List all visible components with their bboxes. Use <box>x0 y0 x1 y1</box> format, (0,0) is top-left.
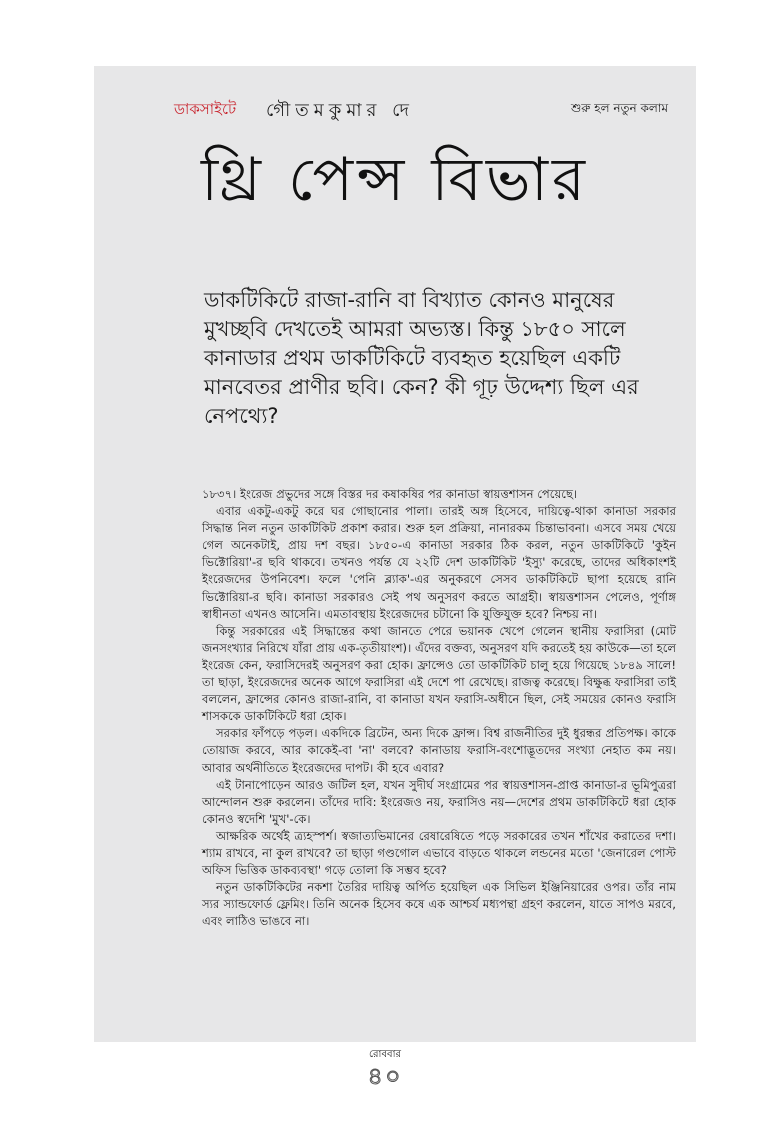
body-paragraph: আক্ষরিক অর্থেই ত্র্যহস্পর্শ। স্বজাত্যভিমানের রেষারেষিতে পড়ে সরকারের তখন শাঁখের করাতের দশা। শ্যাম রাখবে, না কুল রাখবে? তা ছাড়া গণ্ডগোল এভাবে বাড়তে থাকলে লন্ডনের মতো 'জেনারেল পোস্ট অফিস ভিত্তিক ডাকব্যবস্থা' গড়ে তোলা কি সম্ভব হবে? <box>202 828 676 878</box>
column-label: শুরু হল নতুন কলাম <box>570 101 668 115</box>
article-header <box>174 96 668 120</box>
author-name: গৌতমকুমার দে <box>266 100 414 121</box>
page-footer <box>0 1048 770 1090</box>
page-number: ৪০ <box>367 1062 403 1090</box>
article-panel <box>94 66 696 1042</box>
body-paragraph: এবার একটু-একটু করে ঘর গোছানোর পালা। তারই অঙ্গ হিসেবে, দায়িত্বে-থাকা কানাডা সরকার সিদ্ধান্ত নিল নতুন ডাকটিকিট প্রকাশ করার। শুরু হল প্রক্রিয়া, নানারকম চিন্তাভাবনা। এসবে সময় খেয়ে গেল অনেকটাই, প্রায় দশ বছর। ১৮৫০-এ কানাডা সরকার ঠিক করল, নতুন ডাকটিকিটে 'কুইন ভিক্টোরিয়া'-র ছবি থাকবে। তখনও পর্যন্ত যে ২২টি দেশ ডাকটিকিট 'ইস্যু' করেছে, তাদের অধিকাংশই ইংরেজদের উপনিবেশ। ফলে 'পেনি ব্ল্যাক'-এর অনুকরণে সেসব ডাকটিকিটে ছাপা হয়েছে রানি ভিক্টোরিয়া-র ছবি। কানাডা সরকারও সেই পথ অনুসরণ করতে আগ্রহী। স্বায়ত্তশাসন পেলেও, পূর্ণাঙ্গ স্বাধীনতা এখনও আসেনি। এমতাবস্থায় ইংরেজদের চটানো কি যুক্তিযুক্ত হবে? নিশ্চয় না। <box>202 504 676 621</box>
body-paragraph: ১৮৩৭। ইংরেজ প্রভুদের সঙ্গে বিস্তর দর কষাকষির পর কানাডা স্বায়ত্তশাসন পেয়েছে। <box>202 487 578 501</box>
article-body <box>202 486 676 930</box>
body-paragraph: এই টানাপোড়েন আরও জটিল হল, যখন সুদীর্ঘ সংগ্রামের পর স্বায়ত্তশাসন-প্রাপ্ত কানাডা-র ভূমিপুত্ররা আন্দোলন শুরু করলেন। তাঁদের দাবি: ইংরেজও নয়, ফরাসিও নয়—দেশের প্রথম ডাকটিকিটে ধরা হোক কোনও স্বদেশি 'মুখ'-কে। <box>202 777 676 826</box>
standfirst: ডাকটিকিটে রাজা-রানি বা বিখ্যাত কোনও মানুষের মুখচ্ছবি দেখতেই আমরা অভ্যস্ত। কিন্তু ১৮৫০ সালে কানাডার প্রথম ডাকটিকিটে ব্যবহৃত হয়েছিল একটি মানবেতর প্রাণীর ছবি। কেন? কী গূঢ় উদ্দেশ্য ছিল এর নেপথ্যে? <box>204 288 639 428</box>
magazine-name: রোববার <box>369 1049 401 1060</box>
body-paragraph: নতুন ডাকটিকিটের নকশা তৈরির দায়িত্ব অর্পিত হয়েছিল এক সিভিল ইঞ্জিনিয়ারের ওপর। তাঁর নাম স্যর স্যান্ডফোর্ড ফ্লেমিং। তিনি অনেক হিসেব কষে এক আশ্চর্য মধ্যপন্থা গ্রহণ করলেন, যাতে সাপও মরবে, এবং লাঠিও ভাঙবে না। <box>202 880 676 929</box>
section-tag: ডাকসাইটে <box>174 100 237 118</box>
body-paragraph: সরকার ফাঁপড়ে পড়ল। একদিকে ব্রিটেন, অন্য দিকে ফ্রান্স। বিশ্ব রাজনীতির দুই ধুরন্ধর প্রতিপক্ষ। কাকে তোয়াজ করবে, আর কাকেই-বা 'না' বলবে? কানাডায় ফরাসি-বংশোদ্ভূতদের সংখ্যা নেহাত কম নয়। আবার অর্থনীতিতে ইংরেজদের দাপট। কী হবে এবার? <box>202 726 676 775</box>
headline: থ্রি পেন্স বিভার <box>200 145 590 215</box>
body-paragraph: কিন্তু সরকারের এই সিদ্ধান্তের কথা জানতে পেরে ভয়ানক খেপে গেলেন স্থানীয় ফরাসিরা (মোট জনসংখ্যার নিরিখে যাঁরা প্রায় এক-তৃতীয়াংশ)। এঁদের বক্তব্য, অনুসরণ যদি করতেই হয় কাউকে—তা হলে ইংরেজ কেন, ফরাসিদেরই অনুসরণ করা হোক। ফ্রান্সেও তো ডাকটিকিট চালু হয়ে গিয়েছে ১৮৪৯ সালে! তা ছাড়া, ইংরেজদের অনেক আগে ফরাসিরা এই দেশে পা রেখেছে। রাজত্ব করেছে। বিক্ষুব্ধ ফরাসিরা তাই বললেন, ফ্রান্সের কোনও রাজা-রানি, বা কানাডা যখন ফরাসি-অধীনে ছিল, সেই সময়ের কোনও ফরাসি শাসককে ডাকটিকিটে ধরা হোক। <box>202 623 676 724</box>
